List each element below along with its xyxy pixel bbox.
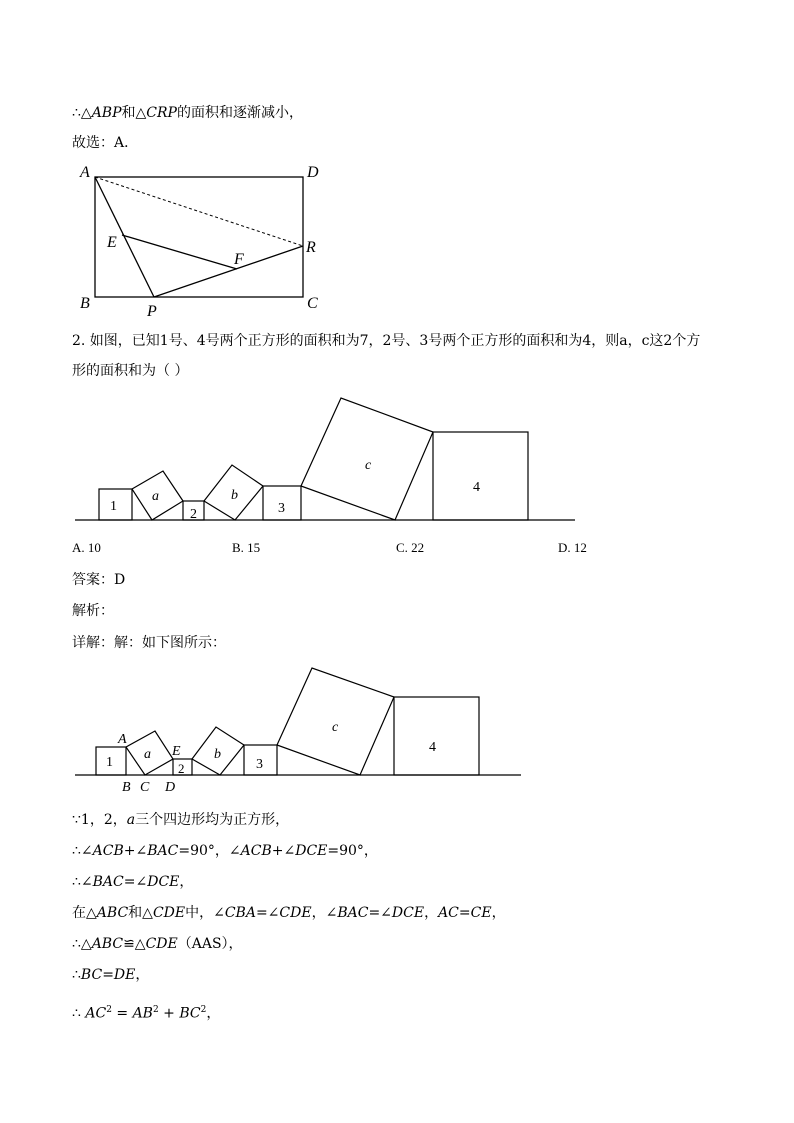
var-a: a	[126, 812, 136, 828]
solution-line-6	[72, 965, 149, 985]
label-r: R	[306, 239, 316, 256]
s4-e: 中，∠	[185, 905, 225, 921]
label-c: C	[307, 295, 318, 312]
s2-e: =90°，∠	[178, 843, 241, 859]
label-c: c	[365, 458, 372, 473]
label-3: 3	[256, 757, 263, 772]
s4-i: ，∠	[311, 905, 338, 921]
option-c[interactable]: C. 22	[396, 540, 425, 555]
s3-e: ，	[179, 874, 194, 890]
s2-d: BAC	[147, 843, 179, 859]
label-a: a	[152, 489, 159, 504]
s2-g: +∠	[271, 843, 296, 859]
tri-abp: ABP	[91, 105, 122, 121]
s4-d: CDE	[152, 905, 186, 921]
s4-q: ，	[491, 905, 506, 921]
s7-b: AC	[85, 1005, 107, 1022]
label-b: b	[231, 488, 238, 503]
label-4: 4	[429, 740, 436, 755]
line-ef	[122, 235, 237, 269]
label-a: A	[80, 164, 90, 181]
s4-g: =∠	[255, 905, 280, 921]
square-4	[433, 432, 528, 520]
option-d[interactable]: D. 12	[558, 540, 587, 555]
labelled-squares-figure	[70, 660, 530, 800]
s7-d: =	[111, 1005, 133, 1022]
squares-text: 三个四边形均为正方形，	[135, 812, 290, 828]
s4-m: ，	[424, 905, 439, 921]
s4-b: ABC	[96, 905, 129, 921]
s5-a: ∴△	[72, 936, 92, 952]
s4-c: 和△	[128, 905, 153, 921]
s7-i: 2	[200, 1005, 207, 1015]
square-4	[394, 697, 479, 775]
analysis-line: 解析：	[72, 603, 114, 619]
label-3: 3	[278, 501, 285, 516]
and-text: 和△	[121, 105, 147, 121]
s3-a: ∴∠	[72, 874, 93, 890]
s2-a: ∴∠	[72, 843, 93, 859]
label-b: b	[214, 747, 221, 762]
s3-c: =∠	[123, 874, 148, 890]
s6-a: ∴	[72, 967, 81, 983]
question-2-line1: 2. 如图，已知1号、4号两个正方形的面积和为7，2号、3号两个正方形的面积和为4，则a，c这2个方	[72, 333, 701, 349]
solution-line-1	[72, 810, 289, 830]
label-2: 2	[190, 507, 197, 522]
s2-c: +∠	[123, 843, 148, 859]
s6-c: =	[102, 967, 114, 983]
line-ap	[95, 177, 154, 297]
label-4: 4	[473, 480, 480, 495]
solution-line-2	[72, 841, 378, 861]
label-d: D	[307, 164, 319, 181]
s7-c: 2	[106, 1005, 112, 1015]
label-a: a	[144, 747, 151, 762]
label-c: c	[332, 720, 339, 735]
option-a[interactable]: A. 10	[72, 540, 101, 555]
because-text: ∵1，2，	[72, 812, 127, 828]
area-decrease-text: 的面积和逐渐减小，	[176, 105, 303, 121]
s2-i: =90°，	[327, 843, 378, 859]
s6-d: DE	[113, 967, 136, 983]
s4-a: 在△	[72, 905, 97, 921]
solution-line-3	[72, 872, 193, 892]
conclusion-line	[72, 103, 303, 123]
s5-b: ABC	[91, 936, 124, 952]
s7-e: AB	[132, 1005, 153, 1022]
s2-b: ACB	[92, 843, 124, 859]
option-b[interactable]: B. 15	[232, 540, 261, 555]
choice-line: 故选：A．	[72, 135, 139, 151]
s7-g: +	[158, 1005, 180, 1022]
label-1: 1	[106, 755, 113, 770]
question-2-line2: 形的面积和为（ ）	[72, 363, 189, 379]
s7-j: ，	[206, 1005, 221, 1022]
point-b: B	[122, 780, 131, 795]
label-e: E	[107, 234, 117, 251]
tri-crp: CRP	[146, 105, 177, 121]
label-b: B	[80, 295, 90, 312]
s4-n: AC	[438, 905, 459, 921]
detail-line: 详解：解：如下图所示：	[72, 635, 226, 651]
s6-e: ，	[135, 967, 150, 983]
squares-figure	[70, 390, 580, 528]
therefore-sign: ∴△	[72, 105, 92, 121]
s3-b: BAC	[92, 874, 124, 890]
label-p: P	[147, 303, 157, 320]
rect-abcd	[95, 177, 303, 297]
label-2: 2	[178, 761, 185, 776]
s5-d: CDE	[145, 936, 178, 952]
s5-c: ≌△	[123, 936, 146, 952]
s4-k: =∠	[368, 905, 392, 921]
s6-b: BC	[80, 967, 103, 983]
s4-j: BAC	[337, 905, 369, 921]
s7-f: 2	[152, 1005, 159, 1015]
point-d: D	[165, 780, 176, 795]
s4-o: =	[458, 905, 471, 921]
solution-line-4	[72, 903, 506, 923]
s4-l: DCE	[391, 905, 425, 921]
s5-e: （AAS），	[177, 936, 243, 952]
label-1: 1	[110, 499, 117, 514]
point-c: C	[140, 780, 150, 795]
solution-line-7	[72, 1000, 220, 1024]
answer-line: 答案：D	[72, 572, 126, 588]
s2-f: ACB	[240, 843, 272, 859]
label-f: F	[234, 251, 244, 268]
s4-h: CDE	[279, 905, 312, 921]
point-a: A	[118, 732, 127, 747]
s4-f: CBA	[224, 905, 256, 921]
s3-d: DCE	[147, 874, 180, 890]
line-pr	[154, 246, 303, 297]
s2-h: DCE	[295, 843, 328, 859]
solution-line-5	[72, 934, 243, 954]
s7-a: ∴	[72, 1005, 86, 1022]
s4-p: CE	[470, 905, 492, 921]
rectangle-figure	[70, 160, 330, 322]
point-e: E	[172, 744, 181, 759]
s7-h: BC	[179, 1005, 201, 1022]
